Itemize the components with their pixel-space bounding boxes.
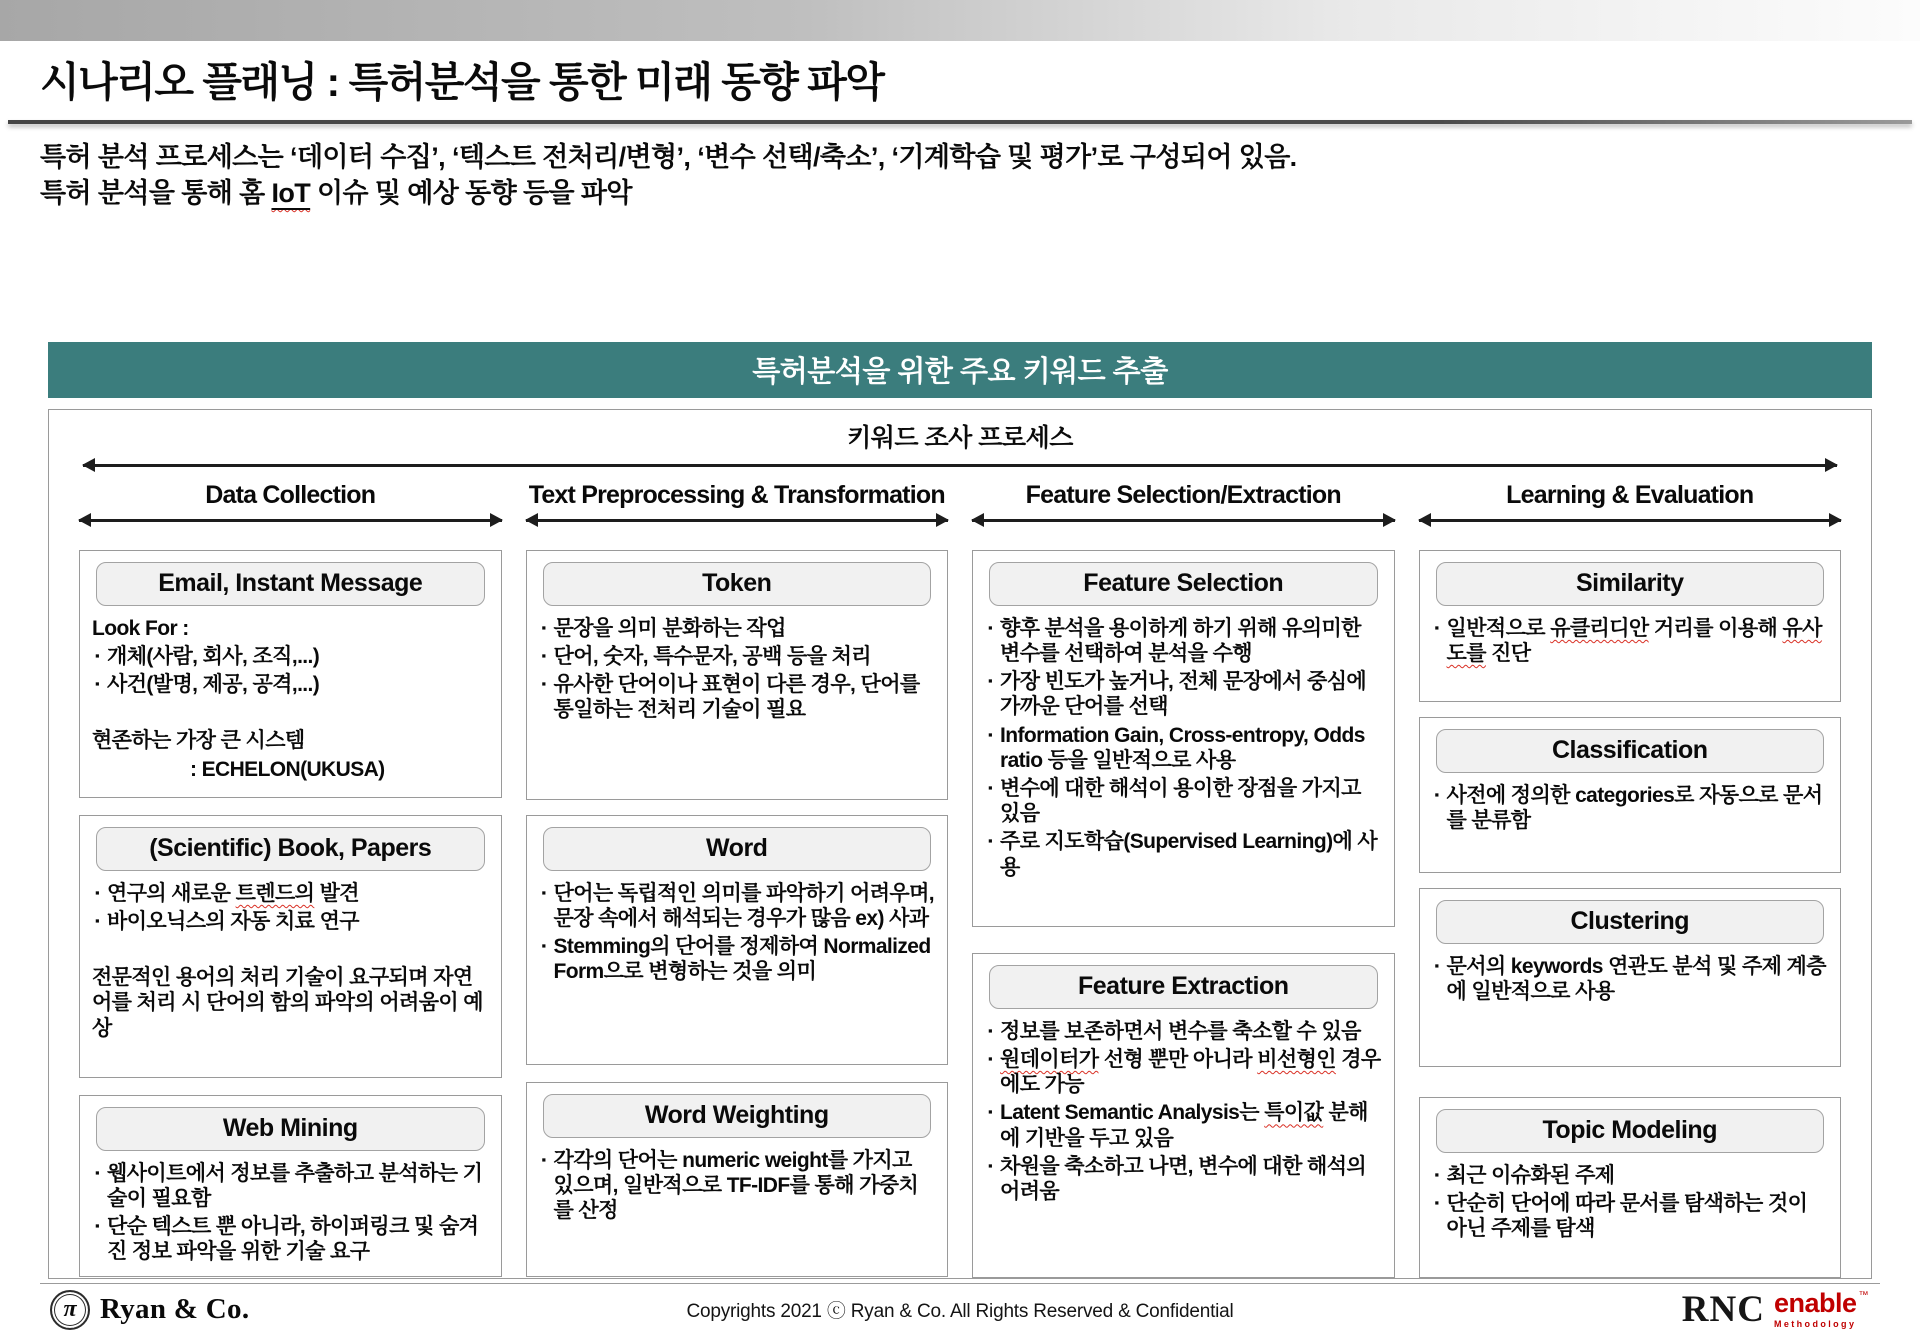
subtitle-line-2-prefix: 특허 분석을 통해 홈	[40, 177, 272, 208]
enable-wordmark	[1774, 1290, 1868, 1317]
text-segment: Information Gain, Cross-entropy, Odds ratio 등을 일반적으로 사용	[1000, 723, 1365, 772]
column-boxes	[972, 550, 1395, 1278]
subtitle-line-2-suffix: 이슈 및 예상 동향 등을 파악	[310, 177, 632, 208]
process-span-arrow	[83, 464, 1837, 467]
process-title: 키워드 조사 프로세스	[847, 423, 1073, 452]
item-text	[92, 728, 489, 753]
bullet-marker: ▪	[541, 648, 546, 663]
item-text	[1000, 776, 1381, 826]
content-box	[972, 953, 1395, 1278]
bullet-marker: ▪	[988, 833, 993, 849]
content-box	[79, 1095, 502, 1277]
text-segment: 사전에 정의한 categories로 자동으로 문서를 분류함	[1446, 783, 1823, 832]
text-line	[92, 700, 489, 725]
text-segment: : ECHELON(UKUSA)	[190, 757, 385, 781]
bullet-item	[1432, 616, 1829, 666]
item-text	[554, 934, 935, 984]
iot-term: IoT	[271, 177, 311, 208]
box-items	[537, 616, 938, 723]
box-title: Clustering	[1436, 900, 1825, 944]
bullet-marker: ▪	[988, 1022, 993, 1038]
bullet-item	[1432, 1163, 1829, 1188]
rnc-wordmark: RNC	[1681, 1289, 1765, 1331]
methodology-label: Methodology	[1773, 1319, 1857, 1330]
bullet-marker: ▪	[988, 673, 993, 689]
box-items	[983, 1019, 1384, 1204]
misspelled-word: 유클리디안	[1550, 616, 1649, 640]
bullet-marker: ▪	[988, 726, 993, 742]
item-text	[554, 672, 935, 722]
section-banner	[48, 342, 1872, 398]
title-divider	[8, 120, 1912, 124]
box-title: Topic Modeling	[1436, 1109, 1825, 1153]
misspelled-word: 특이값	[1264, 1101, 1324, 1125]
bullet-item	[539, 881, 936, 931]
box-items	[537, 881, 938, 985]
text-segment: 각각의 단어는 numeric weight를 가지고 있으며, 일반적으로 TF-IDF를 통해 가중치를 산정	[553, 1148, 919, 1223]
box-items	[90, 1161, 491, 1265]
bullet-item	[92, 644, 489, 669]
item-text	[1000, 1154, 1381, 1204]
subtitle-line-2	[40, 176, 1880, 212]
column-span-arrow	[972, 519, 1395, 522]
item-text	[554, 616, 935, 641]
text-line	[92, 616, 489, 641]
brand-name: Ryan & Co.	[100, 1293, 250, 1326]
text-segment: 향후 분석을 용이하게 하기 위해 유의미한 변수를 선택하여 분석을 수행	[1000, 616, 1361, 665]
bullet-marker: ▪	[988, 1051, 993, 1066]
item-text	[1000, 1019, 1381, 1044]
brand-logo	[50, 1290, 249, 1330]
bullet-marker: ▪	[95, 1164, 100, 1180]
item-text	[92, 757, 489, 782]
bullet-item	[539, 1148, 936, 1224]
bullet-item	[985, 723, 1382, 773]
content-box	[972, 550, 1395, 927]
text-segment: 단순 텍스트 뿐 아니라, 하이퍼링크 및 숨겨진 정보 파악을 위한 기술 요구	[107, 1215, 479, 1264]
item-text	[107, 1214, 488, 1264]
bullet-marker: ▪	[988, 779, 993, 795]
column-span-arrow	[79, 519, 502, 522]
item-text	[1000, 829, 1381, 879]
box-title: Feature Selection	[989, 562, 1378, 606]
column-boxes	[79, 550, 502, 1277]
content-box	[1419, 888, 1842, 1067]
bullet-marker: ▪	[95, 676, 100, 692]
column-header: Feature Selection/Extraction	[1025, 480, 1341, 509]
text-segment: 분해에 기반을 두고 있음	[1000, 1101, 1368, 1150]
item-text	[92, 937, 489, 962]
misspelled-word: 원데이터가	[1000, 1048, 1099, 1071]
item-text	[1000, 723, 1381, 773]
bullet-item	[92, 1161, 489, 1211]
bullet-item	[539, 616, 936, 641]
bullet-item	[985, 1100, 1382, 1150]
text-line	[92, 937, 489, 962]
box-title: (Scientific) Book, Papers	[96, 827, 485, 871]
box-title: Similarity	[1436, 562, 1825, 606]
item-text	[1000, 1047, 1381, 1097]
text-segment: 변수에 대한 해석이 용이한 장점을 가지고 있음	[1000, 776, 1361, 826]
content-box	[526, 1082, 949, 1277]
item-text	[107, 909, 488, 934]
item-text	[107, 644, 488, 669]
bullet-item	[539, 672, 936, 722]
bullet-item	[92, 672, 489, 697]
box-title: Web Mining	[96, 1107, 485, 1151]
content-box	[1419, 550, 1842, 702]
misspelled-word: 트렌드의	[235, 881, 315, 905]
box-title: Token	[543, 562, 932, 606]
item-text	[1447, 954, 1828, 1004]
bullet-marker: ▪	[1434, 1195, 1439, 1210]
bullet-item	[1432, 1191, 1829, 1241]
item-text	[107, 881, 488, 906]
text-segment: 단어, 숫자, 특수문자, 공백 등을 처리	[553, 645, 871, 668]
box-title: Word	[543, 827, 932, 871]
text-segment: 정보를 보존하면서 변수를 축소할 수 있음	[1000, 1019, 1361, 1043]
misspelled-word: 유사도를	[1446, 616, 1822, 665]
bullet-item	[1432, 783, 1829, 833]
bullet-marker: ▪	[988, 619, 993, 635]
copyright-text: Copyrights 2021 ⓒ Ryan & Co. All Rights Reserved & Confidential	[686, 1301, 1234, 1323]
text-segment: 현존하는 가장 큰 시스템	[92, 729, 305, 753]
bullet-item	[985, 776, 1382, 826]
text-segment: 일반적으로	[1446, 616, 1551, 640]
text-segment: 단어는 독립적인 의미를 파악하기 어려우며, 문장 속에서 해석되는 경우가 많음 ex) 사과	[553, 881, 935, 930]
bullet-item	[92, 909, 489, 934]
bullet-item	[539, 644, 936, 669]
bullet-item	[92, 1214, 489, 1264]
item-text	[92, 965, 489, 1041]
text-segment: 선형 뿐만 아니라	[1098, 1048, 1258, 1071]
box-items	[1430, 1163, 1831, 1242]
box-items	[983, 616, 1384, 880]
text-segment: 문장을 의미 분화하는 작업	[553, 616, 786, 640]
box-title: Classification	[1436, 729, 1825, 773]
bullet-marker: ▪	[1434, 786, 1439, 802]
process-columns	[79, 481, 1841, 1278]
bullet-marker: ▪	[541, 619, 546, 635]
enable-text: enable	[1773, 1288, 1857, 1319]
top-gradient-bar	[0, 0, 1920, 41]
text-segment: 웹사이트에서 정보를 추출하고 분석하는 기술이 필요함	[107, 1161, 483, 1210]
box-items	[1430, 783, 1831, 833]
item-text	[1447, 1163, 1828, 1188]
page-title: 시나리오 플래닝 : 특허분석을 통한 미래 동향 파악	[40, 59, 884, 105]
column-span-arrow	[526, 519, 949, 522]
process-column	[526, 481, 949, 1278]
text-segment: 연구의 새로운	[107, 881, 236, 905]
text-segment: 문서의 keywords 연관도 분석 및 주제 계층에 일반적으로 사용	[1446, 954, 1826, 1003]
content-box	[1419, 717, 1842, 873]
text-segment: Look For :	[92, 616, 189, 640]
item-text	[554, 644, 935, 669]
process-frame	[48, 409, 1872, 1279]
item-text	[92, 616, 489, 641]
content-box	[526, 815, 949, 1065]
bullet-marker: ▪	[95, 884, 100, 900]
text-segment: 경우에도 가능	[1000, 1048, 1381, 1097]
bullet-marker: ▪	[541, 884, 546, 900]
text-segment: 차원을 축소하고 나면, 변수에 대한 해석의 어려움	[1000, 1154, 1367, 1203]
text-segment: 발견	[314, 881, 359, 905]
process-column	[972, 481, 1395, 1278]
bullet-item	[92, 881, 489, 906]
item-text	[554, 881, 935, 931]
column-boxes	[526, 550, 949, 1277]
box-title: Word Weighting	[543, 1094, 932, 1138]
text-line	[92, 757, 489, 782]
box-items	[537, 1148, 938, 1224]
box-items	[1430, 616, 1831, 666]
text-segment: 주로 지도학습(Supervised Learning)에 사용	[1000, 830, 1378, 879]
bullet-item	[985, 1019, 1382, 1044]
column-boxes	[1419, 550, 1842, 1278]
item-text	[107, 672, 488, 697]
bullet-marker: ▪	[541, 676, 546, 692]
text-segment: 거리를 이용해	[1648, 616, 1783, 640]
banner-title: 특허분석을 위한 주요 키워드 추출	[752, 356, 1168, 389]
text-segment: 진단	[1485, 642, 1531, 665]
process-column	[1419, 481, 1842, 1278]
bullet-item	[985, 616, 1382, 666]
pi-logo-icon: π	[50, 1290, 90, 1330]
item-text	[1447, 616, 1828, 666]
bullet-item	[539, 934, 936, 984]
content-box	[79, 550, 502, 798]
text-segment: 전문적인 용어의 처리 기술이 요구되며 자연어를 처리 시 단어의 함의 파악의 어려움이 예상	[92, 966, 483, 1040]
bullet-item	[985, 1047, 1382, 1097]
bullet-item	[985, 1154, 1382, 1204]
item-text	[92, 700, 489, 725]
text-segment: 바이오닉스의 자동 치료 연구	[107, 910, 359, 933]
item-text	[1000, 616, 1381, 666]
box-items	[90, 616, 491, 782]
bullet-marker: ▪	[988, 1104, 993, 1120]
item-text	[107, 1161, 488, 1211]
bullet-item	[985, 829, 1382, 879]
item-text	[1447, 783, 1828, 833]
subtitle	[40, 140, 1880, 212]
bullet-marker: ▪	[95, 1218, 100, 1234]
box-title: Feature Extraction	[989, 965, 1378, 1009]
item-text	[1447, 1191, 1828, 1241]
text-segment: 최근 이슈화된 주제	[1446, 1163, 1615, 1187]
column-header: Learning & Evaluation	[1506, 480, 1754, 509]
bullet-marker: ▪	[1434, 619, 1439, 635]
bullet-marker: ▪	[95, 913, 100, 928]
bullet-marker: ▪	[1434, 1166, 1439, 1182]
content-box	[526, 550, 949, 800]
process-column	[79, 481, 502, 1278]
bullet-marker: ▪	[541, 938, 546, 954]
content-box	[1419, 1097, 1842, 1278]
box-items	[1430, 954, 1831, 1004]
enable-logo	[1774, 1290, 1868, 1329]
content-box	[79, 815, 502, 1078]
bullet-marker: ▪	[541, 1151, 546, 1167]
subtitle-line-1: 특허 분석 프로세스는 ‘데이터 수집’, ‘텍스트 전처리/변형’, ‘변수 선택/축소’, ‘기계학습 및 평가’로 구성되어 있음.	[40, 142, 1297, 172]
box-items	[90, 881, 491, 1041]
item-text	[1000, 1100, 1381, 1150]
bullet-marker: ▪	[1434, 957, 1439, 973]
bullet-item	[1432, 954, 1829, 1004]
bullet-marker: ▪	[988, 1157, 993, 1173]
text-segment: 사건(발명, 제공, 공격,...)	[107, 673, 320, 697]
column-header: Text Preprocessing & Transformation	[528, 480, 945, 509]
text-segment: 개체(사람, 회사, 조직,...)	[107, 645, 320, 668]
text-segment: Latent Semantic Analysis는	[1000, 1101, 1265, 1125]
column-span-arrow	[1419, 519, 1842, 522]
text-line	[92, 728, 489, 753]
trademark-symbol: ™	[1858, 1290, 1868, 1302]
misspelled-word: 비선형인	[1257, 1048, 1336, 1071]
text-segment: 가장 빈도가 높거나, 전체 문장에서 중심에 가까운 단어를 선택	[1000, 670, 1367, 719]
column-header: Data Collection	[205, 480, 376, 509]
text-line	[92, 965, 489, 1041]
item-text	[554, 1148, 935, 1224]
box-title: Email, Instant Message	[96, 562, 485, 606]
footer	[0, 1284, 1920, 1333]
text-segment: Stemming의 단어를 정제하여 Normalized Form으로 변형하는 것을 의미	[553, 935, 931, 984]
item-text	[1000, 669, 1381, 719]
bullet-marker: ▪	[95, 648, 100, 663]
rnc-logo	[1682, 1288, 1868, 1331]
bullet-item	[985, 669, 1382, 719]
text-segment: 유사한 단어이나 표현이 다른 경우, 단어를 통일하는 전처리 기술이 필요	[553, 673, 920, 722]
text-segment: 단순히 단어에 따라 문서를 탐색하는 것이 아닌 주제를 탐색	[1446, 1192, 1808, 1241]
